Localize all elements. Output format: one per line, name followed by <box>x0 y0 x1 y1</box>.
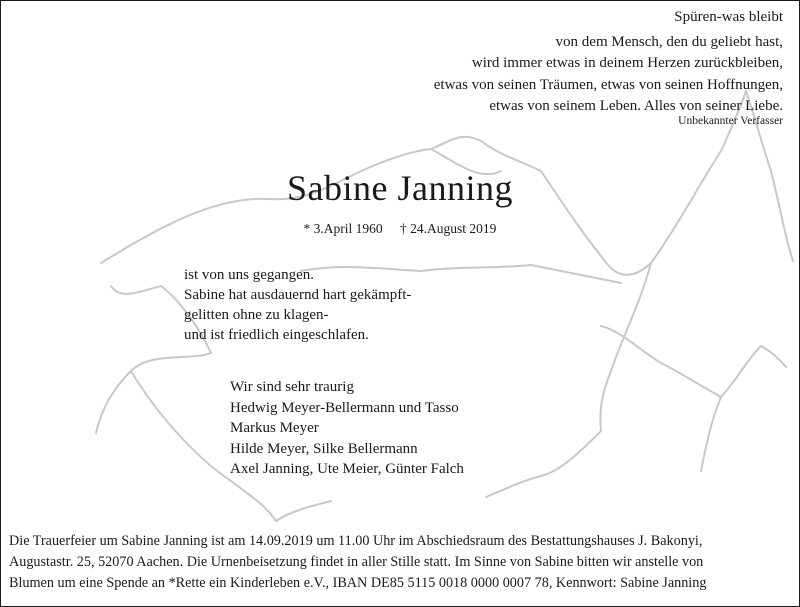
mourner-entry: Hilde Meyer, Silke Bellermann <box>230 440 418 457</box>
poem-line: etwas von seinen Träumen, etwas von seinen Hoffnungen, <box>433 76 783 93</box>
mourners-intro: Wir sind sehr traurig <box>230 379 354 395</box>
farewell-message <box>184 265 411 345</box>
funeral-details <box>9 531 791 594</box>
poem-line: etwas von seinem Leben. Alles von seiner Liebe. <box>489 98 783 114</box>
life-dates <box>1 221 799 237</box>
mourner-entry: Axel Janning, Ute Meier, Günter Falch <box>230 461 464 477</box>
poem-line: wird immer etwas in deinem Herzen zurückbleiben, <box>471 55 783 71</box>
footer-line: Augustastr. 25, 52070 Aachen. Die Urnenbeisetzung findet in aller Stille statt. Im Sinne von Sabine bitten wir anstelle von <box>9 554 704 570</box>
footer-line: Die Trauerfeier um Sabine Janning ist am 14.09.2019 um 11.00 Uhr im Abschiedsraum des Bestattungshauses J. Bakonyi, <box>9 533 703 549</box>
message-line: Sabine hat ausdauernd hart gekämpft- <box>184 287 412 303</box>
footer-line: Blumen um eine Spende an *Rette ein Kinderleben e.V., IBAN DE85 5115 0018 0000 0007 78, Kennwort: Sabine Janning <box>9 575 707 591</box>
message-line: und ist friedlich eingeschlafen. <box>184 327 369 343</box>
poem-author: Unbekannter Verfasser <box>678 115 783 127</box>
birth-date: * 3.April 1960 <box>303 221 383 236</box>
message-line: gelitten ohne zu klagen- <box>184 307 329 323</box>
poem-title: Spüren-was bleibt <box>674 9 783 25</box>
poem-block <box>434 7 783 118</box>
mourner-entry: Hedwig Meyer-Bellermann und Tasso <box>230 399 459 416</box>
deceased-name: Sabine Janning <box>287 168 513 208</box>
mourners-list <box>230 377 464 480</box>
poem-line: von dem Mensch, den du geliebt hast, <box>555 33 783 50</box>
message-line: ist von uns gegangen. <box>184 267 314 283</box>
mourner-entry: Markus Meyer <box>230 420 319 436</box>
death-date: † 24.August 2019 <box>400 221 497 236</box>
